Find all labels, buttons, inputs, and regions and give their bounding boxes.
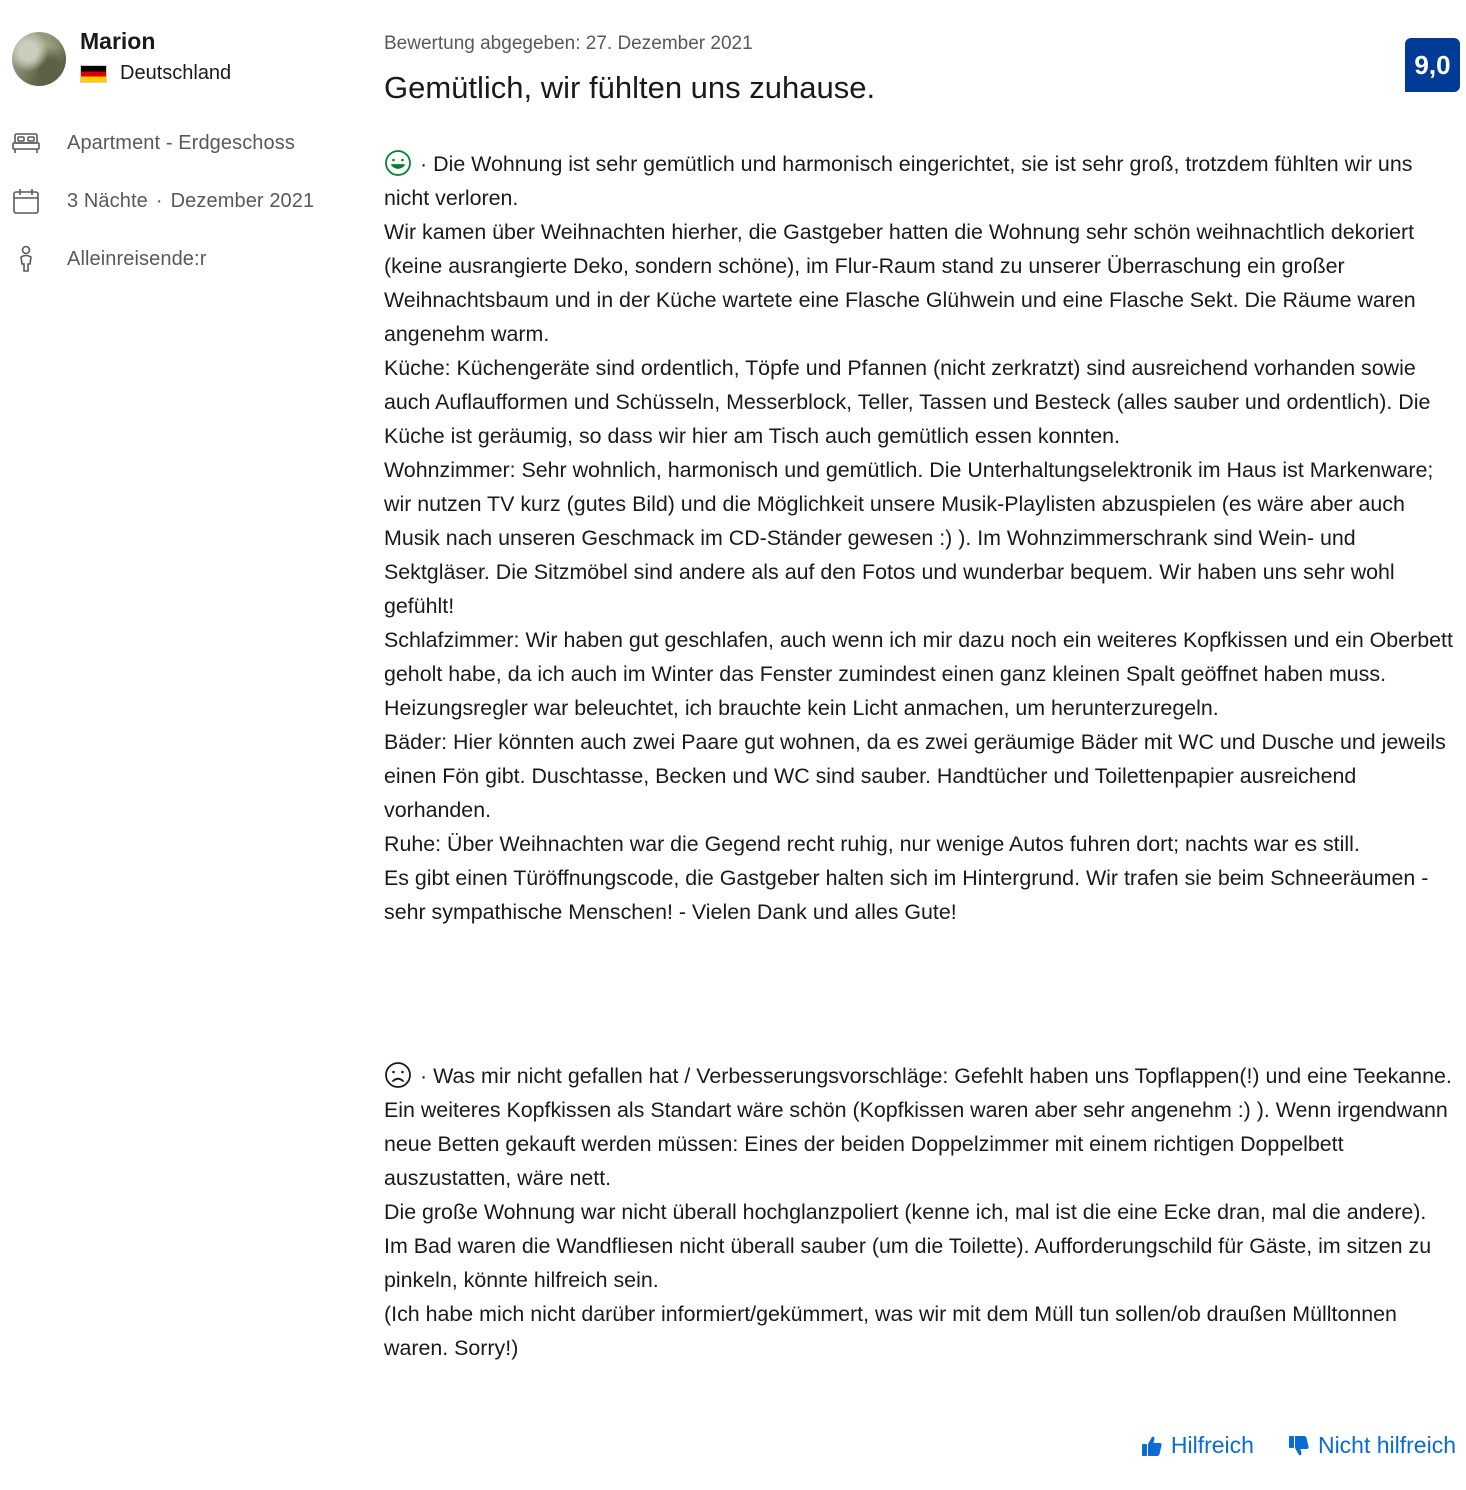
review-title: Gemütlich, wir fühlten uns zuhause. (384, 70, 876, 105)
negative-paragraph: Die große Wohnung war nicht überall hochglanzpoliert (kenne ich, mal ist die eine Ecke dran, mal die andere). (384, 1200, 1427, 1224)
stay-dates (12, 172, 372, 230)
reviewer-name: Marion (80, 28, 156, 54)
score-badge: 9,0 (1405, 38, 1460, 92)
stay-dates-label (67, 190, 314, 213)
thumbs-up-icon (1141, 1435, 1163, 1457)
negative-text: Was mir nicht gefallen hat / Verbesserungsvorschläge: Gefehlt haben uns Topflappen(!) und eine Teekanne. Ein weiteres Kopfkissen als Standart wäre schön (Kopfkissen waren aber sehr angenehm :) ). Wenn irgendwann neue Betten gekauft werden müssen: Eines der beiden Doppelzimmer mit einem richtigen Doppelbett auszustatten, wäre nett. (384, 1064, 1452, 1190)
stay-traveler-label: Alleinreisende:r (67, 247, 207, 270)
stay-traveler (12, 230, 372, 288)
not-helpful-label: Nicht hilfreich (1317, 1432, 1456, 1458)
positive-paragraph: Es gibt einen Türöffnungscode, die Gastgeber halten sich im Hintergrund. Wir trafen sie beim Schneeräumen - sehr sympathische Menschen! - Vielen Dank und alles Gute! (384, 866, 1429, 924)
bed-icon (12, 129, 40, 157)
positive-paragraph: Küche: Küchengeräte sind ordentlich, Töpfe und Pfannen (nicht zerkratzt) sind ausreichend vorhanden sowie auch Auflaufformen und Schüsseln, Messerblock, Teller, Tassen und Besteck (alles sauber und ordentlich). Die Küche ist geräumig, so dass wir hier am Tisch auch gemütlich essen konnten. (384, 356, 1431, 448)
smiley-happy-icon (384, 149, 412, 177)
stay-separator: · (155, 189, 163, 212)
stay-room-label: Apartment - Erdgeschoss (67, 131, 295, 154)
stay-details (12, 114, 372, 288)
negative-paragraph (384, 1059, 1462, 1195)
not-helpful-button[interactable] (1288, 1432, 1456, 1459)
calendar-icon (12, 187, 40, 215)
review-negative (384, 1059, 1462, 1365)
helpful-button[interactable] (1141, 1432, 1254, 1459)
negative-dot: · (420, 1064, 428, 1088)
stay-month: Dezember 2021 (170, 189, 315, 212)
positive-paragraph: Bäder: Hier könnten auch zwei Paare gut wohnen, da es zwei geräumige Bäder mit WC und Dusche und jeweils einen Fön gibt. Duschtasse, Becken und WC sind sauber. Handtücher und Toilettenpapier ausreichend vorhanden. (384, 730, 1446, 822)
positive-paragraph: Wohnzimmer: Sehr wohnlich, harmonisch und gemütlich. Die Unterhaltungselektronik im Haus ist Markenware; wir nutzen TV kurz (gutes Bild) und die Möglichkeit unsere Musik-Playlisten abzuspielen (es wäre aber auch Musik nach unseren Geschmack im CD-Ständer gewesen :) ). Im Wohnzimmerschrank sind Wein- und Sektgläser. Die Sitzmöbel sind andere als auf den Fotos und wunderbar bequem. Wir haben uns sehr wohl gefühlt! (384, 458, 1434, 618)
germany-flag-icon (80, 65, 107, 83)
thumbs-down-icon (1288, 1435, 1310, 1457)
review-positive (384, 147, 1462, 929)
stay-room (12, 114, 372, 172)
stay-nights: 3 Nächte (67, 189, 148, 212)
reviewer-country (80, 62, 231, 85)
positive-dot: · (420, 152, 428, 176)
positive-paragraph: Schlafzimmer: Wir haben gut geschlafen, auch wenn ich mir dazu noch ein weiteres Kopfkissen und ein Oberbett geholt habe, da ich auch im Winter das Fenster zumindest einen ganz kleinen Spalt geöffnet haben muss. Heizungsregler war beleuchtet, ich brauchte kein Licht anmachen, um herunterzuregeln. (384, 628, 1453, 720)
avatar (12, 32, 66, 86)
negative-paragraph: Im Bad waren die Wandfliesen nicht überall sauber (um die Toilette). Aufforderungschild für Gäste, im sitzen zu pinkeln, könnte hilfreich sein. (384, 1234, 1432, 1292)
positive-text: Die Wohnung ist sehr gemütlich und harmonisch eingerichtet, sie ist sehr groß, trotzdem fühlten wir uns nicht verloren. (384, 152, 1413, 210)
review-actions (1141, 1432, 1456, 1459)
helpful-label: Hilfreich (1170, 1432, 1254, 1458)
positive-paragraph: Ruhe: Über Weihnachten war die Gegend recht ruhig, nur wenige Autos fuhren dort; nachts war es still. (384, 832, 1360, 856)
review-date: Bewertung abgegeben: 27. Dezember 2021 (384, 33, 753, 54)
reviewer-country-label: Deutschland (120, 62, 232, 84)
person-icon (12, 245, 40, 273)
negative-paragraph: (Ich habe mich nicht darüber informiert/gekümmert, was wir mit dem Müll tun sollen/ob draußen Mülltonnen waren. Sorry!) (384, 1302, 1397, 1360)
positive-paragraph: Wir kamen über Weihnachten hierher, die Gastgeber hatten die Wohnung sehr schön weihnachtlich dekoriert (keine ausrangierte Deko, sondern schöne), im Flur-Raum stand zu unserer Überraschung ein großer Weihnachtsbaum und in der Küche wartete eine Flasche Glühwein und eine Flasche Sekt. Die Räume waren angenehm warm. (384, 220, 1416, 346)
review-header (384, 30, 1460, 108)
smiley-sad-icon (384, 1061, 412, 1089)
positive-paragraph (384, 147, 1462, 215)
